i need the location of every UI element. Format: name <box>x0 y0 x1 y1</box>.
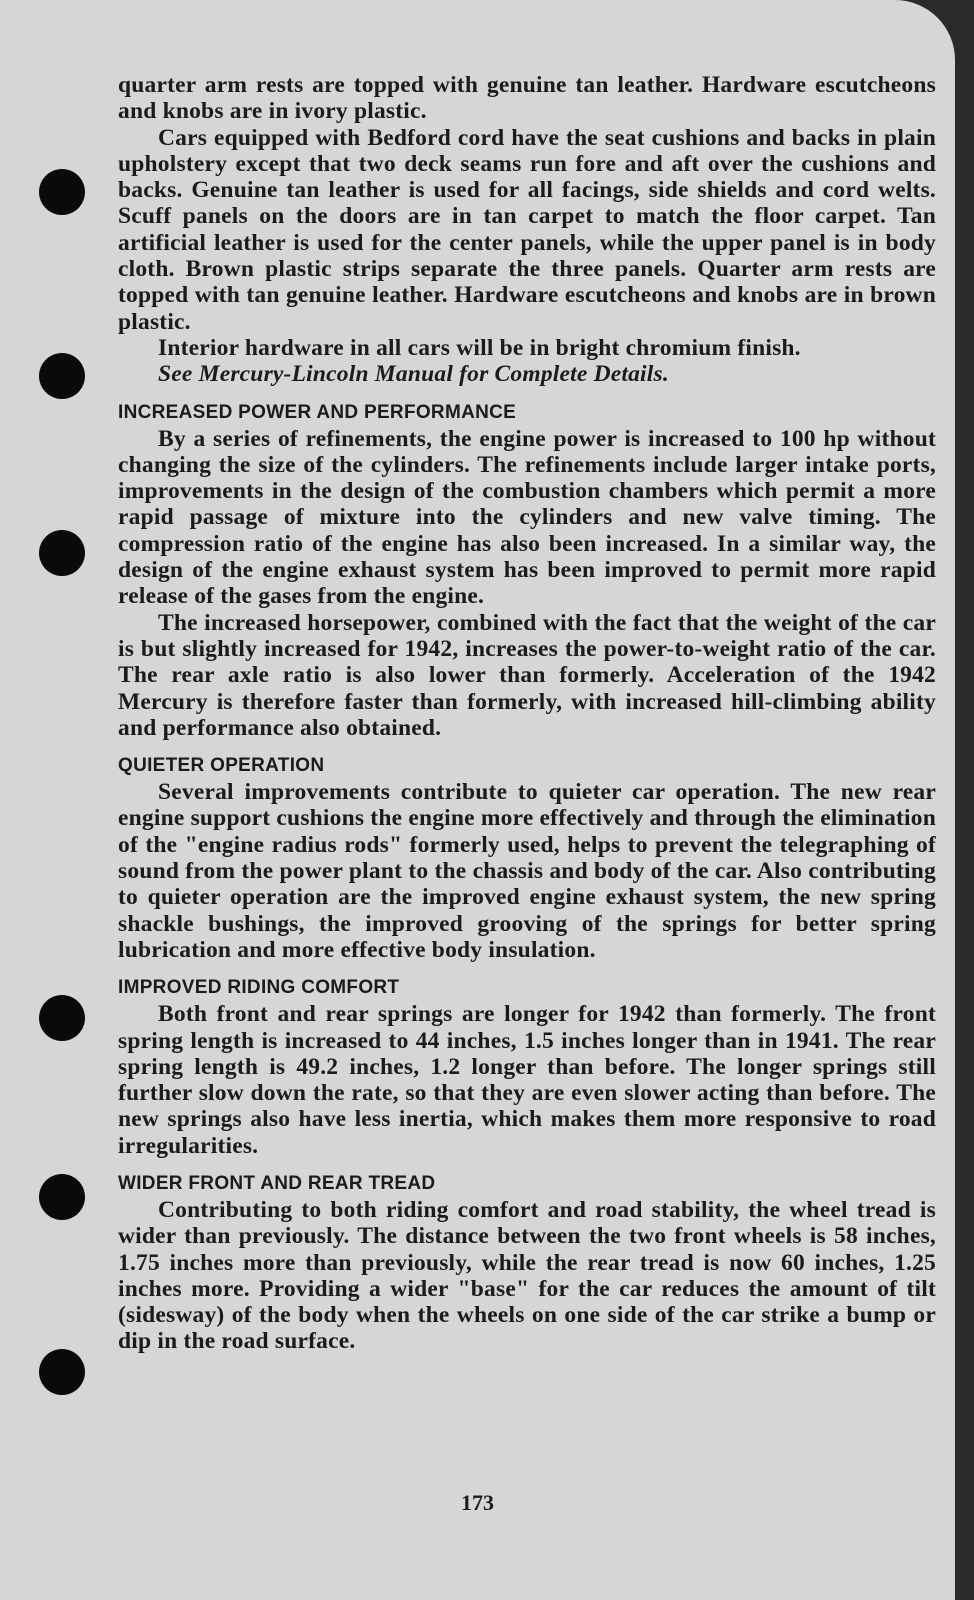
section-heading: QUIETER OPERATION <box>118 755 325 777</box>
paragraph: Contributing to both riding comfort and road stability, the wheel tread is wider than previously. The distance between the two front wheels is 58 inches, 1.75 inches more than previously, while the rear tread is now 60 inches, 1.25 inches more. Providing a wider "base" for the car reduces the amount of tilt (sidesway) of the body when the wheels on one side of the car strike a bump or dip in the road surface. <box>118 1196 936 1355</box>
binder-hole <box>39 530 85 576</box>
reference-note: See Mercury-Lincoln Manual for Complete Details. <box>158 361 669 388</box>
paragraph: By a series of refinements, the engine power is increased to 100 hp without changing the size of the cylinders. The refinements include larger intake ports, improvements in the design of the combustion chambers which permit a more rapid passage of mixture into the cylinders and new valve timing. The compression ratio of the engine has also been increased. In a similar way, the design of the engine exhaust system has been improved to permit more rapid release of the gases from the engine. <box>118 425 936 610</box>
binder-hole <box>39 353 85 399</box>
paragraph: The increased horsepower, combined with the fact that the weight of the car is but slightly increased for 1942, increases the power-to-weight ratio of the car. The rear axle ratio is also lower than formerly. Acceleration of the 1942 Mercury is therefore faster than formerly, with increased hill-climbing ability and performance also obtained. <box>118 609 936 741</box>
paragraph: Interior hardware in all cars will be in bright chromium finish. <box>158 334 801 361</box>
paragraph: Several improvements contribute to quieter car operation. The new rear engine support cushions the engine more effectively and through the elimination of the "engine radius rods" formerly used, helps to prevent the telegraphing of sound from the power plant to the chassis and body of the car. Also contributing to quieter operation are the improved engine exhaust system, the new spring shackle bushings, the improved grooving of the springs for better spring lubrication and more effective body insulation. <box>118 779 936 963</box>
page-number: 173 <box>461 1490 494 1515</box>
page-text <box>118 72 936 1355</box>
section-heading: IMPROVED RIDING COMFORT <box>118 977 400 999</box>
section-heading: INCREASED POWER AND PERFORMANCE <box>118 401 517 423</box>
binder-hole <box>39 169 85 215</box>
paragraph: Both front and rear springs are longer for 1942 than formerly. The front spring length is increased to 44 inches, 1.5 inches longer than in 1941. The rear spring length is 49.2 inches, 1.2 longer than before. The longer springs still further slow down the rate, so that they are even slower acting than before. The new springs also have less inertia, which makes them more responsive to road irregularities. <box>118 1001 936 1159</box>
paragraph: Cars equipped with Bedford cord have the seat cushions and backs in plain upholstery except that two deck seams run fore and aft over the cushions and backs. Genuine tan leather is used for all facings, side shields and cord welts. Scuff panels on the doors are in tan carpet to match the floor carpet. Tan artificial leather is used for the center panels, while the upper panel is in body cloth. Brown plastic strips separate the three panels. Quarter arm rests are topped with tan genuine leather. Hardware escutcheons and knobs are in brown plastic. <box>118 124 936 335</box>
paragraph: quarter arm rests are topped with genuine tan leather. Hardware escutcheons and knobs are in ivory plastic. <box>118 72 936 125</box>
section-heading: WIDER FRONT AND REAR TREAD <box>118 1172 436 1194</box>
binder-hole <box>39 1349 85 1395</box>
binder-hole <box>39 1174 85 1220</box>
binder-hole <box>39 995 85 1041</box>
